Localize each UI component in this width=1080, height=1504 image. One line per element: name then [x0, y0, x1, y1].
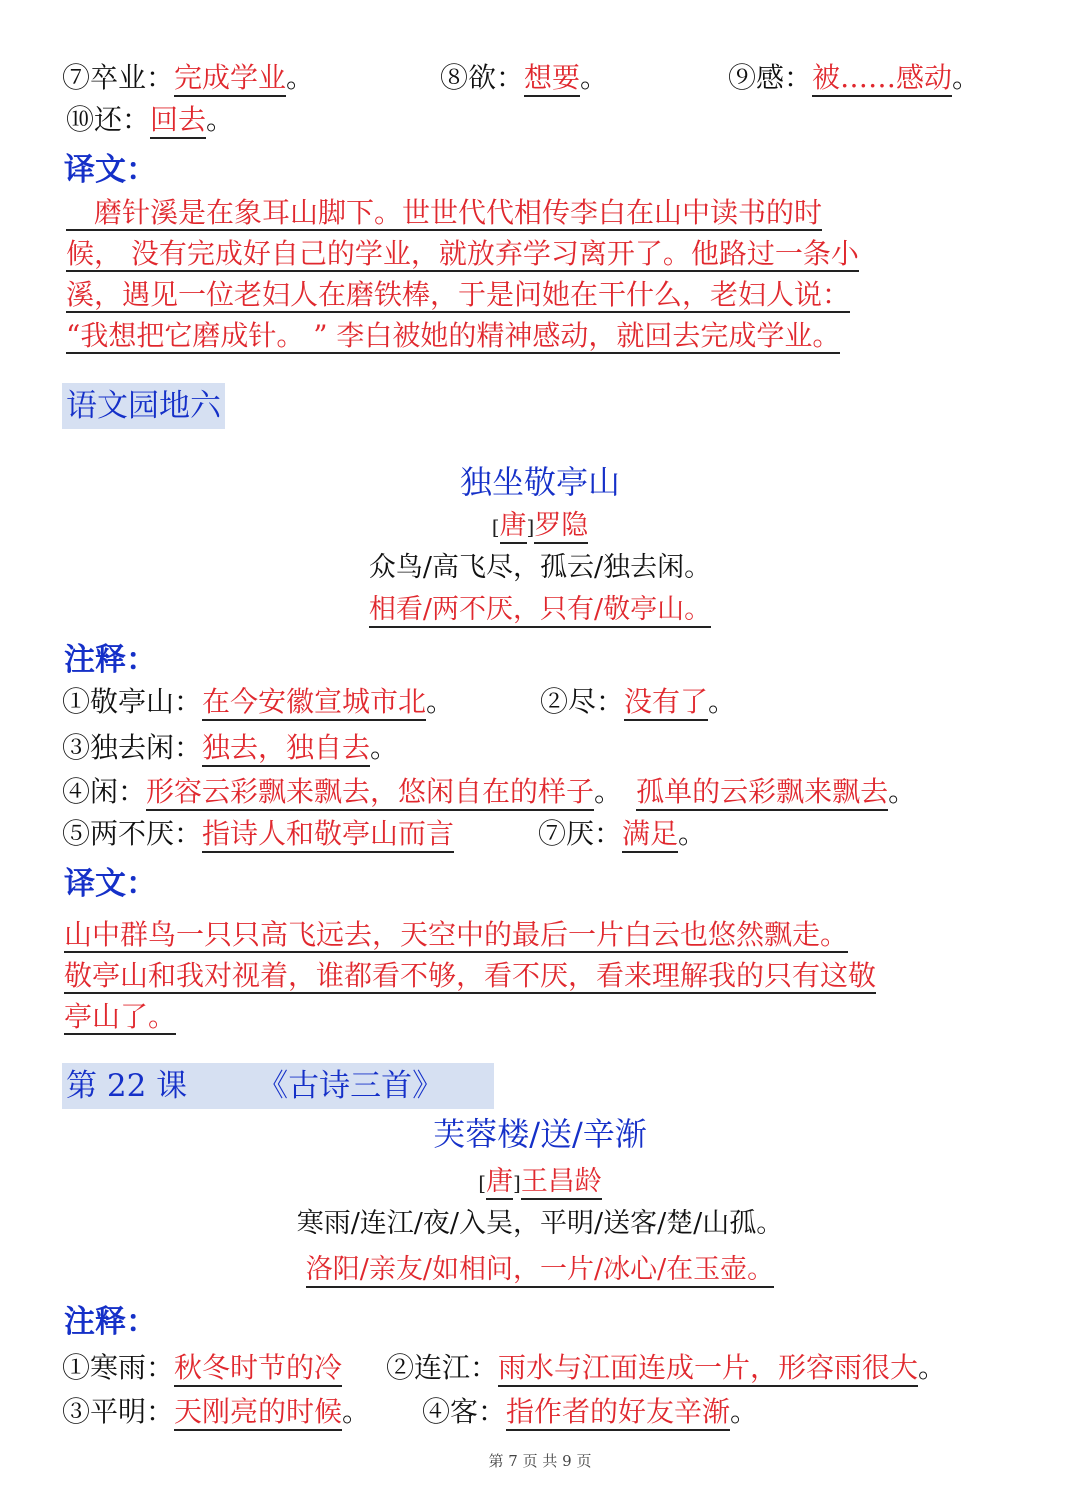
translation1-heading: 译文： — [64, 152, 157, 188]
translation2-line: 亭山了。 — [64, 1000, 177, 1033]
poem1-dynasty: 唐 — [500, 510, 527, 544]
notes1-item-5: ⑤两不厌：指诗人和敬亭山而言 — [62, 816, 454, 852]
translation1-line: “我想把它磨成针。 ” 李白被她的精神感动，就回去完成学业。 — [66, 319, 841, 352]
notes1-item-2: ②尽：没有了。 — [540, 684, 736, 720]
poem2-title: 芙蓉楼/送/辛渐 — [433, 1115, 647, 1153]
notes1-item-3: ③独去闲：独去，独自去。 — [62, 730, 398, 766]
notes2-item-3: ③平明：天刚亮的时候。 — [62, 1394, 370, 1430]
notes1-item-1: ①敬亭山：在今安徽宣城市北。 — [62, 684, 454, 720]
section-title-lesson-22: 第 22 课 《古诗三首》 — [62, 1063, 494, 1109]
poem2-line2: 洛阳/亲友/如相问，一片/冰心/在玉壶。 — [306, 1254, 774, 1288]
note-8: ⑧欲：想要。 — [440, 60, 608, 96]
poem2-line2-wrap — [0, 1252, 1080, 1288]
poem1-title: 独坐敬亭山 — [459, 463, 620, 501]
notes1-item-4: ④闲：形容云彩飘来飘去，悠闲自在的样子。 孤单的云彩飘来飘去。 — [62, 774, 916, 810]
translation2-line: 山中群鸟一只只高飞远去，天空中的最后一片白云也悠然飘走。 — [64, 918, 849, 951]
note-7: ⑦卒业：完成学业。 — [62, 60, 314, 96]
poem2-author-line: [唐]王昌龄 — [0, 1164, 1080, 1201]
notes1-heading: 注释： — [64, 642, 157, 678]
notes2-item-1: ①寒雨：秋冬时节的冷 — [62, 1350, 342, 1386]
translation2-text — [64, 914, 1024, 1037]
notes2-item-2: ②连江：雨水与江面连成一片，形容雨很大。 — [386, 1350, 946, 1386]
note-10-value: 回去 — [150, 103, 206, 139]
translation2-heading: 译文： — [64, 866, 157, 902]
translation1-line: 溪，遇见一位老妇人在磨铁棒，于是问她在干什么，老妇人说： — [66, 278, 851, 311]
translation2-line: 敬亭山和我对视着，谁都看不够，看不厌，看来理解我的只有这敬 — [64, 959, 877, 992]
poem2-line1: 寒雨/连江/夜/入吴，平明/送客/楚/山孤。 — [296, 1208, 784, 1239]
note-7-value: 完成学业 — [174, 61, 286, 97]
page-number: 第 7 页 共 9 页 — [488, 1452, 592, 1470]
notes1-item-7: ⑦厌：满足。 — [538, 816, 706, 852]
notes2-item-4: ④客：指作者的好友辛渐。 — [422, 1394, 758, 1430]
note-9: ⑨感：被……感动。 — [728, 60, 980, 96]
poem2-dynasty: 唐 — [486, 1166, 513, 1200]
poem1-line2: 相看/两不厌，只有/敬亭山。 — [369, 594, 711, 628]
note-10: ⑩还：回去。 — [66, 102, 234, 138]
note-9-value: 被……感动 — [812, 61, 952, 97]
note-8-value: 想要 — [524, 61, 580, 97]
translation1-line: 候， 没有完成好自己的学业，就放弃学习离开了。他路过一条小 — [66, 237, 859, 270]
poem2-author: 王昌龄 — [521, 1166, 602, 1200]
poem1-author: 罗隐 — [534, 510, 588, 544]
translation1-text — [66, 192, 1016, 356]
poem1-line2-wrap — [0, 592, 1080, 628]
notes2-heading: 注释： — [64, 1304, 157, 1340]
translation1-line: 磨针溪是在象耳山脚下。世世代代相传李白在山中读书的时 — [66, 196, 823, 229]
poem1-author-line: [唐]罗隐 — [0, 508, 1080, 545]
section-title-yuwen-yuandi: 语文园地六 — [62, 383, 225, 429]
poem1-line1: 众鸟/高飞尽，孤云/独去闲。 — [368, 552, 712, 583]
